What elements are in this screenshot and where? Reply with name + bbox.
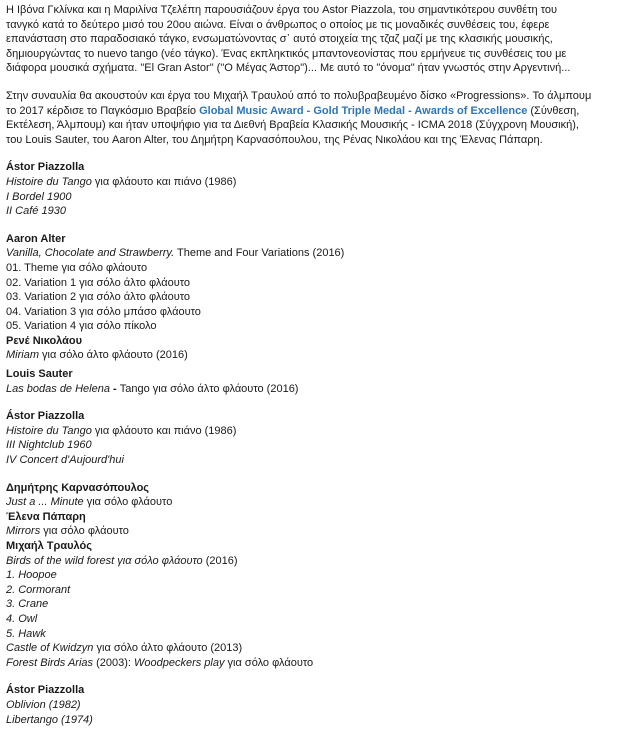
work-title: Forest Birds Arias bbox=[6, 656, 94, 669]
work-line bbox=[6, 524, 618, 539]
concert-line: Στην συναυλία θα ακουστούν και έργα του Μιχαήλ Τραυλού από το πολυβραβευμένο δίσκο «Progressions». Το άλμπουμ bbox=[6, 89, 592, 102]
composer-name: Ástor Piazzolla bbox=[6, 410, 85, 423]
composer-name: Ástor Piazzolla bbox=[6, 161, 85, 174]
work-title: Woodpeckers play bbox=[133, 656, 225, 669]
movement: IV Concert d'Aujourd'hui bbox=[6, 454, 124, 467]
work-title: Birds of the wild forest για σόλο φλάουτο bbox=[6, 554, 203, 567]
composer-section-piazzolla-3 bbox=[6, 683, 618, 727]
movement: 4. Owl bbox=[6, 612, 38, 625]
work-title: Mirrors bbox=[6, 525, 41, 538]
movement: I Bordel 1900 bbox=[6, 190, 72, 203]
concert-paragraph bbox=[6, 89, 618, 147]
movement: II Café 1930 bbox=[6, 205, 66, 218]
work-details: για σόλο άλτο φλάουτο (2016) bbox=[39, 349, 188, 362]
composer-name: Louis Sauter bbox=[6, 368, 73, 381]
work-line bbox=[6, 641, 618, 656]
work-title: Oblivion (1982) bbox=[6, 698, 81, 711]
composer-name: Δημήτρης Καρνασόπουλος bbox=[6, 481, 150, 494]
concert-line: Εκτέλεση, Άλμπουμ) και ήταν υποψήφιο για τα Διεθνή Βραβεία Κλασικής Μουσικής - ICMA 2018 (Σύγχρονη Μουσική), bbox=[6, 119, 579, 132]
work-title: Histoire du Tango bbox=[6, 175, 92, 188]
variation-item: 05. Variation 4 για σόλο πίκολο bbox=[6, 320, 157, 333]
work-details: για σόλο φλάουτο bbox=[83, 496, 173, 509]
work-title: Libertango (1974) bbox=[6, 713, 93, 726]
work-details: Theme and Four Variations (2016) bbox=[174, 247, 345, 260]
work-details: Tango για σόλο άλτο φλάουτο (2016) bbox=[119, 382, 299, 395]
composer-section-papari bbox=[6, 510, 618, 539]
work-line bbox=[6, 175, 618, 190]
work-details: (2016) bbox=[202, 554, 238, 567]
work-dash: - bbox=[109, 382, 120, 395]
movement: 5. Hawk bbox=[6, 627, 46, 640]
intro-line: δημιουργώντας το nuevo tango (νέο τάγκο). Ένας εκπληκτικός μπαντονεονίστας που ερμήνευε τις συνθέσεις του με bbox=[6, 47, 567, 60]
work-title: Castle of Kwidzyn bbox=[6, 642, 94, 655]
concert-line bbox=[6, 104, 618, 119]
work-title: Just a ... Minute bbox=[6, 496, 84, 509]
intro-line: επανάσταση στο παραδοσιακό τάγκο, ενσωματώνοντας σ᾽ αυτό στοιχεία της τζαζ μαζί με της κλασικής μουσικής, bbox=[6, 33, 553, 46]
variation-item: 03. Variation 2 για σόλο άλτο φλάουτο bbox=[6, 291, 191, 304]
composer-name: Aaron Alter bbox=[6, 232, 66, 245]
composer-section-alter bbox=[6, 232, 618, 334]
work-line bbox=[6, 554, 618, 569]
movement: 2. Cormorant bbox=[6, 583, 71, 596]
work-title: Histoire du Tango bbox=[6, 424, 92, 437]
variation-item: 02. Variation 1 για σόλο άλτο φλάουτο bbox=[6, 276, 191, 289]
composer-section-sauter bbox=[6, 367, 618, 396]
composer-section-travlos bbox=[6, 539, 618, 670]
movement: 3. Crane bbox=[6, 598, 49, 611]
intro-paragraph bbox=[6, 3, 618, 76]
variation-item: 01. Theme για σόλο φλάουτο bbox=[6, 261, 148, 274]
intro-line: Η Ιβόνα Γκλίνκα και η Μαριλίνα Τζελέπη παρουσιάζουν έργα του Astor Piazzola, του σημαντικότερου συνθέτη του bbox=[6, 4, 558, 16]
work-line bbox=[6, 382, 618, 397]
intro-line: τανγκό κατά το δεύτερο μισό του 20ου αιώνα. Είναι ο άνθρωπος ο οποίος με τις μοναδικές συνθέσεις του, έφερε bbox=[6, 18, 550, 31]
composer-section-piazzolla-2 bbox=[6, 409, 618, 467]
work-details: (2003): bbox=[93, 656, 134, 669]
concert-text: (Σύνθεση, bbox=[527, 104, 580, 117]
movement: III Nightclub 1960 bbox=[6, 439, 92, 452]
work-line bbox=[6, 656, 618, 671]
concert-text: το 2017 κέρδισε το Παγκόσμιο Βραβείο bbox=[6, 104, 200, 117]
work-details: για σόλο φλάουτο bbox=[224, 656, 314, 669]
movement: 1. Hoopoe bbox=[6, 569, 57, 582]
work-details: για φλάουτο και πιάνο (1986) bbox=[91, 424, 237, 437]
work-title: Vanilla, Chocolate and Strawberry. bbox=[6, 247, 175, 260]
composer-name: Ástor Piazzolla bbox=[6, 684, 85, 697]
work-line bbox=[6, 495, 618, 510]
composer-section-piazzolla-1 bbox=[6, 160, 618, 218]
work-line bbox=[6, 348, 618, 363]
intro-line: διάφορα μουσικά σχήματα. "El Gran Astor" ("Ο Μέγας Άστορ")... Με αυτό το "όνομα" ήταν γνωστός στην Αργεντινή... bbox=[6, 62, 571, 75]
composer-name: Μιχαήλ Τραυλός bbox=[6, 540, 92, 552]
award-link[interactable]: Global Music Award - Gold Triple Medal - Awards of Excellence bbox=[199, 104, 528, 117]
work-line bbox=[6, 246, 618, 261]
work-details: για σόλο άλτο φλάουτο (2013) bbox=[93, 642, 243, 655]
work-details: για σόλο φλάουτο bbox=[40, 525, 129, 538]
work-line bbox=[6, 424, 618, 439]
composer-section-nikolaou bbox=[6, 334, 618, 363]
variation-item: 04. Variation 3 για σόλο μπάσο φλάουτο bbox=[6, 305, 201, 318]
concert-line: του Louis Sauter, του Aaron Alter, του Δημήτρη Καρνασόπουλου, της Ρένας Νικολάου και της Έλενας Πάπαρη. bbox=[6, 133, 543, 146]
work-details: για φλάουτο και πιάνο (1986) bbox=[91, 175, 237, 188]
work-title: Las bodas de Helena bbox=[6, 382, 110, 395]
composer-section-karnasopoulos bbox=[6, 481, 618, 510]
composer-name: Έλενα Πάπαρη bbox=[6, 510, 86, 523]
composer-name: Ρενέ Νικολάου bbox=[6, 334, 83, 347]
work-title: Miriam bbox=[6, 349, 39, 362]
